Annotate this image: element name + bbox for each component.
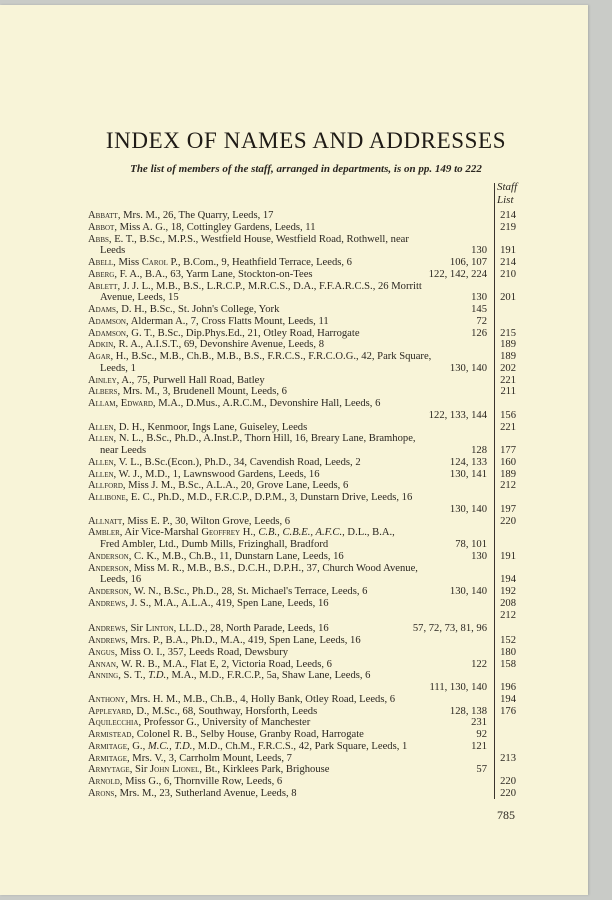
entry-details: , V. L., B.Sc.(Econ.), Ph.D., 34, Cavendish Road, Leeds, 2 (113, 456, 361, 468)
page-title: INDEX OF NAMES AND ADDRESSES (105, 128, 507, 153)
entry-details: , Miss E. P., 30, Wilton Grove, Leeds, 6 (122, 515, 291, 527)
page-references: 57 (476, 764, 487, 776)
entry-text (88, 563, 418, 575)
staff-list-page: 221 (500, 421, 516, 433)
surname: Linton (145, 623, 174, 635)
surname: Geoffrey (201, 527, 241, 539)
entry-text (88, 623, 329, 635)
staff-list-page: 201 (500, 292, 516, 304)
surname: Allen (88, 468, 114, 480)
entry-details: , J. S., M.A., A.L.A., 419, Spen Lane, Leeds, 16 (125, 597, 329, 609)
page-references: 130, 140 (449, 503, 487, 515)
entry-details: , Miss O. I., 357, Leeds Road, Dewsbury (114, 646, 289, 658)
entry-details: Fred Ambler, Ltd., Dumb Mills, Frizinghall, Bradford (100, 539, 329, 550)
surname: Armytage (88, 764, 130, 776)
entry-text (88, 469, 320, 481)
entry-details: , M.A., M.D., F.R.C.P., 5a, Shaw Lane, Leeds, 6 (166, 670, 371, 682)
entry-details: , M.A., D.Mus., A.R.C.M., Devonshire Hall, Leeds, 6 (152, 398, 381, 409)
entry-details: , D., M.Sc., 68, Southway, Horsforth, Leeds (131, 705, 318, 717)
entry-details: , E. C., Ph.D., M.D., F.R.C.P., D.P.M., 3, Dunstarn Drive, Leeds, 16 (125, 492, 413, 503)
entry-details: , S. T., (118, 670, 149, 682)
surname: Andrews (88, 623, 126, 635)
staff-list-page: 213 (500, 752, 516, 764)
surname: Anderson (88, 562, 129, 574)
index-entry (0, 398, 588, 410)
index-entry (0, 516, 588, 528)
entry-text (88, 788, 297, 800)
entry-details: , Colonel R. B., Selby House, Granby Road, Harrogate (131, 729, 364, 740)
entry-text (88, 386, 287, 398)
index-entry (0, 776, 588, 788)
page-references: 128 (471, 445, 487, 456)
page-references: 130 (471, 245, 487, 257)
entry-details: , G., (126, 740, 148, 752)
surname: Allen (88, 456, 114, 468)
entry-text (88, 375, 265, 387)
surname: Adamson (88, 327, 126, 339)
index-entry (0, 670, 588, 682)
surname: Allen (88, 433, 114, 445)
page-references: 122, 133, 144 (428, 409, 487, 421)
page-references: 145 (471, 304, 487, 315)
page-references: 92 (476, 729, 487, 740)
entry-details: , Mrs. H. M., M.B., Ch.B., 4, Holly Bank, Otley Road, Leeds, 6 (125, 693, 396, 705)
surname: Allibone (88, 492, 126, 503)
index-entry-continuation (0, 363, 588, 375)
index-entry (0, 457, 588, 469)
entry-details: , Miss G., 6, Thornville Row, Leeds, 6 (119, 776, 283, 787)
entry-text (88, 422, 307, 434)
entry-details: Leeds, 1 (100, 362, 136, 374)
page-references: 130 (471, 550, 487, 562)
entry-text (88, 351, 431, 363)
index-entry (0, 210, 588, 222)
staff-list-page: 189 (500, 468, 516, 480)
entry-text (100, 245, 125, 257)
entry-text (100, 363, 136, 375)
entry-text (88, 480, 348, 492)
entry-text (88, 741, 407, 753)
staff-list-page: 189 (500, 351, 516, 362)
staff-list-page: 219 (500, 221, 516, 233)
surname: Adams (88, 304, 116, 315)
page-references: 122 (471, 658, 487, 670)
entry-text (88, 316, 329, 328)
surname: Anderson (88, 586, 129, 597)
staff-list-page: 215 (500, 327, 516, 339)
index-entry (0, 386, 588, 398)
entry-details: , Mrs. M., 23, Sutherland Avenue, Leeds, 8 (114, 787, 297, 799)
index-entry (0, 269, 588, 281)
entry-text (88, 776, 282, 788)
entry-details: , N. L., B.Sc., Ph.D., A.Inst.P., Thorn Hill, 16, Breary Lane, Bramhope, (113, 433, 416, 445)
index-entry-continuation (0, 539, 588, 551)
staff-list-page: 197 (500, 503, 516, 515)
entry-details: , Miss M. R., M.B., B.S., D.C.H., D.P.H., 37, Church Wood Avenue, (128, 562, 418, 574)
entry-text (88, 492, 412, 504)
entry-text (88, 222, 316, 234)
index-entry (0, 339, 588, 351)
entry-details: , Professor G., University of Manchester (138, 717, 311, 729)
entry-text (88, 339, 324, 351)
staff-list-page: 191 (500, 550, 516, 562)
page-references: 130, 140 (449, 362, 487, 374)
surname: Armitage (88, 740, 127, 752)
index-entry (0, 729, 588, 741)
entry-details: , Mrs. M., 3, Brudenell Mount, Leeds, 6 (117, 386, 287, 398)
surname: Carol (141, 257, 168, 268)
index-entry (0, 480, 588, 492)
staff-list-page: 208 (500, 597, 516, 609)
index-entry (0, 304, 588, 316)
page-number: 785 (497, 808, 515, 822)
entry-text (88, 516, 290, 528)
surname: Allen (88, 421, 114, 433)
staff-list-page: 214 (500, 210, 516, 221)
surname: Abbot (88, 221, 115, 233)
staff-list-page: 196 (500, 682, 516, 693)
entry-details: , Miss A. G., 18, Cottingley Gardens, Leeds, 11 (114, 221, 316, 233)
entry-text (88, 398, 380, 410)
staff-list-page: 160 (500, 456, 516, 468)
entry-details: , R. A., A.I.S.T., 69, Devonshire Avenue, Leeds, 8 (113, 339, 325, 351)
staff-list-page: 156 (500, 409, 516, 421)
index-entry (0, 328, 588, 340)
surname: Ablett (88, 280, 118, 292)
index-entry (0, 598, 588, 610)
index-entry (0, 222, 588, 234)
entry-text (88, 694, 395, 706)
honours-italic: C.B., C.B.E., A.F.C. (258, 527, 343, 539)
index-entry (0, 706, 588, 718)
page-references: 72 (476, 315, 487, 327)
page-references: 78, 101 (455, 539, 487, 550)
page-references: 106, 107 (449, 257, 487, 268)
index-entry (0, 422, 588, 434)
surname: Adkin (88, 339, 114, 351)
surname: Arnold (88, 776, 120, 787)
surname: Arons (88, 787, 115, 799)
staff-list-page: 158 (500, 658, 516, 670)
entry-details: , W. J., M.D., 1, Lawnswood Gardens, Leeds, 16 (113, 468, 320, 480)
staff-list-page: 177 (500, 445, 516, 456)
page-references: 231 (471, 717, 487, 729)
surname: Annan (88, 658, 116, 670)
entry-details: , Sir (125, 623, 146, 635)
index-entry (0, 741, 588, 753)
surname: Agar (88, 351, 111, 362)
entry-text (88, 551, 344, 563)
staff-list-page: 212 (500, 480, 516, 492)
entry-text (88, 210, 273, 222)
entry-text (88, 717, 310, 729)
index-entry (0, 647, 588, 659)
index-entry (0, 563, 588, 575)
page-references: 57, 72, 73, 81, 96 (412, 623, 487, 635)
staff-list-page: 221 (500, 374, 516, 386)
surname: Armistead (88, 729, 132, 740)
surname: Anthony (88, 693, 126, 705)
staff-list-page: 210 (500, 268, 516, 280)
entry-text (88, 753, 292, 765)
entry-details: , W. N., B.Sc., Ph.D., 28, St. Michael's Terrace, Leeds, 6 (128, 586, 368, 597)
entry-text (100, 539, 328, 551)
page-subtitle: The list of members of the staff, arranged in departments, is on pp. 149 to 222 (130, 163, 482, 175)
index-entry (0, 635, 588, 647)
page-references: 128, 138 (449, 705, 487, 717)
entry-text (88, 457, 361, 469)
entry-details: , Miss (113, 257, 142, 268)
page-references: 126 (471, 327, 487, 339)
surname: Adamson (88, 315, 126, 327)
entry-details: , LL.D., 28, North Parade, Leeds, 16 (173, 623, 329, 635)
index-entry (0, 316, 588, 328)
entry-details: , Mrs. M., 26, The Quarry, Leeds, 17 (117, 210, 274, 221)
entry-text (88, 281, 422, 293)
staff-list-page: 176 (500, 705, 516, 717)
page-references: 111, 130, 140 (429, 682, 487, 693)
page-references: 130, 140 (449, 586, 487, 597)
staff-list-page: 180 (500, 646, 516, 658)
entry-details: Leeds, 16 (100, 574, 142, 586)
entry-text (100, 292, 179, 304)
entry-details: , G. T., B.Sc., Dip.Phys.Ed., 21, Otley Road, Harrogate (126, 327, 360, 339)
honours-italic: M.C., T.D. (147, 740, 193, 752)
surname: Anning (88, 670, 119, 682)
index-entry (0, 717, 588, 729)
index-entry (0, 694, 588, 706)
staff-list-page: 212 (500, 609, 516, 621)
entry-details: Leeds (100, 245, 126, 257)
staff-list-page: 152 (500, 635, 516, 646)
surname: Allford (88, 480, 123, 492)
surname: Andrews (88, 635, 126, 646)
index-entry-continuation (0, 504, 588, 516)
staff-list-page: 220 (500, 515, 516, 527)
staff-list-page: 220 (500, 787, 516, 799)
surname: Abbatt (88, 210, 118, 221)
entry-text (88, 328, 360, 340)
staff-list-page: 211 (500, 386, 516, 398)
entry-text (88, 659, 332, 671)
staff-list-page: 194 (500, 574, 516, 586)
staff-list-page: 191 (500, 245, 516, 257)
entry-text (88, 527, 395, 539)
entry-details: , E. T., B.Sc., M.P.S., Westfield House, Westfield Road, Rothwell, near (108, 233, 409, 245)
entry-text (88, 234, 409, 246)
entry-details: , Mrs. V., 3, Carrholm Mount, Leeds, 7 (126, 752, 292, 764)
surname: Edward (120, 398, 153, 409)
entry-details: P., B.Com., 9, Heathfield Terrace, Leeds, 6 (167, 257, 352, 268)
surname: Aberg (88, 268, 115, 280)
staff-header-line2: List (497, 194, 514, 206)
staff-list-page: 220 (500, 776, 516, 787)
index-entry (0, 586, 588, 598)
index-entry (0, 433, 588, 445)
staff-list-page: 214 (500, 257, 516, 268)
index-entry (0, 551, 588, 563)
staff-list-page: 202 (500, 362, 516, 374)
index-entry (0, 375, 588, 387)
index-entry-continuation (0, 292, 588, 304)
index-entries (0, 210, 588, 800)
staff-list-page: 192 (500, 586, 516, 597)
staff-list-column-header (497, 181, 517, 207)
entry-text (100, 574, 141, 586)
index-entry (0, 764, 588, 776)
entry-details: , D. H., Kenmoor, Ings Lane, Guiseley, Leeds (113, 421, 308, 433)
entry-details: H., (240, 527, 259, 539)
page-references: 130 (471, 292, 487, 304)
index-entry (0, 788, 588, 800)
entry-details: , M.D., Ch.M., F.R.C.S., 42, Park Square, Leeds, 1 (192, 740, 408, 752)
surname: Anderson (88, 550, 129, 562)
index-entry-continuation (0, 245, 588, 257)
surname: Abbs (88, 233, 109, 245)
entry-details: , Mrs. P., B.A., Ph.D., M.A., 419, Spen Lane, Leeds, 16 (125, 635, 361, 646)
entry-text (88, 635, 361, 647)
entry-text (88, 304, 279, 316)
entry-details: , Alderman A., 7, Cross Flatts Mount, Leeds, 11 (126, 315, 329, 327)
index-entry (0, 469, 588, 481)
staff-header-line1: Staff (497, 181, 518, 193)
entry-details: , Air Vice-Marshal (119, 527, 202, 539)
surname: Ainley (88, 374, 117, 386)
index-entry-continuation (0, 445, 588, 457)
honours-italic: T.D. (148, 670, 167, 682)
index-entry-continuation (0, 682, 588, 694)
surname: Aquilecchia (88, 717, 139, 729)
entry-details: Avenue, Leeds, 15 (100, 292, 179, 304)
entry-details: , J. J. L., M.B., B.S., L.R.C.P., M.R.C.S., D.A., F.F.A.R.C.S., 26 Morritt (117, 280, 422, 292)
surname: Allnatt (88, 515, 123, 527)
entry-details: , Sir (129, 764, 151, 776)
page-references: 122, 142, 224 (428, 268, 487, 280)
surname: Albers (88, 386, 118, 398)
surname: Armitage (88, 752, 127, 764)
entry-text (100, 445, 146, 457)
entry-details: , D. H., B.Sc., St. John's College, York (115, 304, 280, 315)
surname: Appleyard (88, 705, 132, 717)
index-entry (0, 753, 588, 765)
entry-details: near Leeds (100, 445, 147, 456)
index-entry-continuation (0, 574, 588, 586)
entry-text (88, 729, 364, 741)
index-entry (0, 234, 588, 246)
surname: Andrews (88, 597, 126, 609)
entry-details: , F. A., B.A., 63, Yarm Lane, Stockton-on-Tees (114, 268, 313, 280)
entry-details: , Miss J. M., B.Sc., A.L.A., 20, Grove Lane, Leeds, 6 (122, 480, 349, 492)
surname: Angus (88, 646, 115, 658)
surname: Ambler (88, 527, 120, 539)
entry-details: , (115, 398, 121, 409)
index-entry (0, 659, 588, 671)
entry-text (88, 257, 352, 269)
entry-details: , D.L., B.A., (342, 527, 395, 539)
entry-text (88, 433, 416, 445)
surname: Allam (88, 398, 116, 409)
index-entry (0, 623, 588, 635)
index-entry-continuation (0, 410, 588, 422)
index-entry (0, 281, 588, 293)
entry-details: , W. R. B., M.A., Flat E, 2, Victoria Road, Leeds, 6 (115, 658, 332, 670)
entry-details: , H., B.Sc., M.B., Ch.B., M.B., B.S., F.R.C.S., F.R.C.O.G., 42, Park Square, (110, 351, 432, 362)
entry-text (88, 598, 329, 610)
page-references: 130, 141 (449, 468, 487, 480)
entry-details: , Bt., Kirklees Park, Brighouse (199, 764, 330, 776)
index-entry (0, 527, 588, 539)
index-entry (0, 492, 588, 504)
entry-text (88, 647, 288, 659)
entry-details: , C. K., M.B., Ch.B., 11, Dunstarn Lane, Leeds, 16 (128, 550, 344, 562)
index-entry (0, 351, 588, 363)
index-entry (0, 257, 588, 269)
surname: Abell (88, 257, 114, 268)
page-references: 124, 133 (449, 456, 487, 468)
entry-text (88, 764, 329, 776)
surname: John Lionel (150, 764, 200, 776)
staff-list-page: 189 (500, 339, 516, 351)
entry-text (88, 269, 313, 281)
entry-text (88, 706, 317, 718)
entry-text (88, 670, 370, 682)
staff-list-page: 194 (500, 693, 516, 705)
entry-text (88, 586, 367, 598)
page-references: 121 (471, 740, 487, 752)
index-entry-continuation (0, 610, 588, 622)
entry-details: , A., 75, Purwell Hall Road, Batley (116, 374, 265, 386)
